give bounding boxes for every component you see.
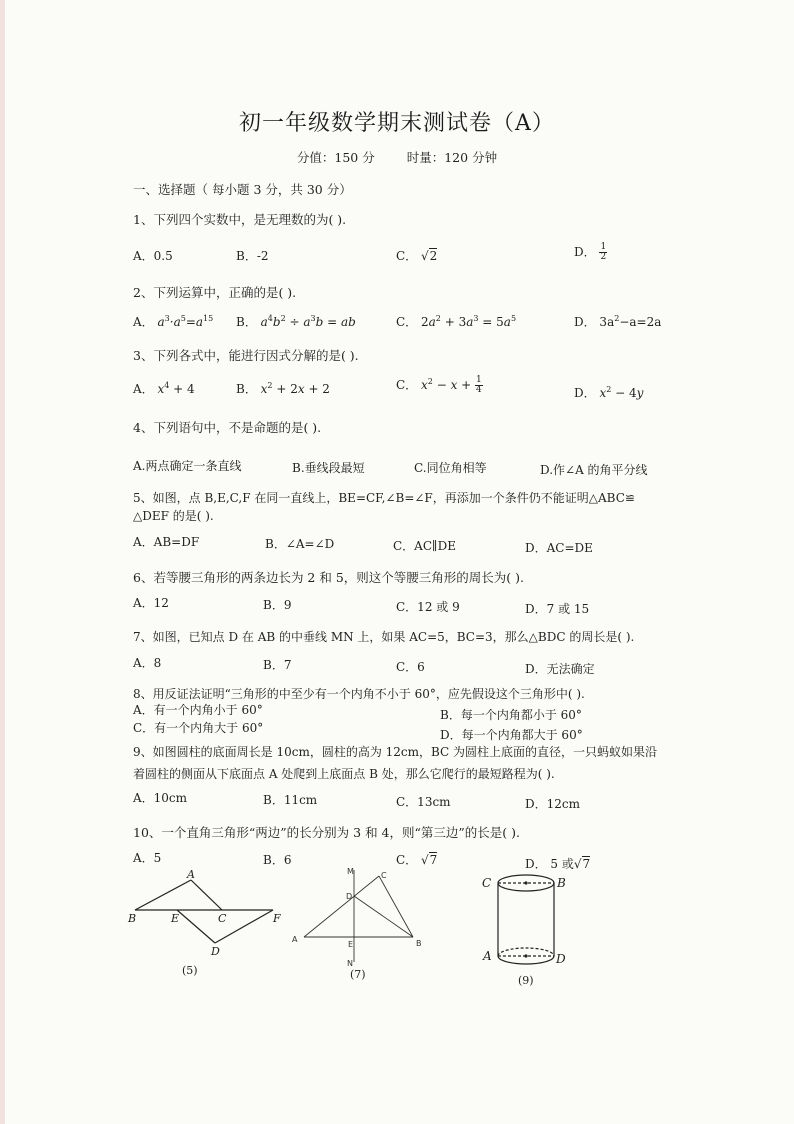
q10-option-a: A．5 — [133, 851, 162, 865]
q9-option-b: B．11cm — [263, 793, 318, 807]
question-6-stem: 6、若等腰三角形的两条边长为 2 和 5，则这个等腰三角形的周长为( ). — [133, 570, 524, 585]
figure-5-triangles — [125, 868, 285, 958]
fig5-label-a: A — [187, 868, 195, 881]
fig9-label-a: A — [483, 949, 492, 963]
q1-option-b: B．-2 — [236, 249, 269, 263]
fig7-label-b: B — [416, 939, 422, 948]
figure-5-caption: (5) — [182, 964, 198, 977]
fig7-label-e: E — [348, 940, 354, 949]
q3-option-d: D． $x^2 - 4y$ — [574, 385, 644, 400]
paper-edge — [0, 0, 5, 1124]
q10-option-b: B．6 — [263, 853, 292, 867]
fig7-label-m: M — [347, 867, 354, 876]
q2-option-a: A． $a^3\cdot a^5=a^{15}$ — [133, 314, 214, 329]
fig9-label-c: C — [482, 876, 492, 890]
q7-option-d: D．无法确定 — [525, 662, 595, 676]
time-info: 时量：120 分钟 — [406, 150, 498, 165]
figure-9-caption: (9) — [518, 974, 534, 987]
q10-option-d: D． 5 或√7 — [525, 857, 591, 871]
q2-option-b: B． $a^4b^2 \div a^3b$ = ab — [236, 314, 356, 329]
q4-option-a: A.两点确定一条直线 — [133, 459, 242, 473]
fig9-label-d: D — [556, 952, 566, 966]
question-2-stem: 2、下列运算中，正确的是( ). — [133, 285, 297, 300]
fig5-label-c: C — [218, 912, 227, 925]
figure-7-caption: (7) — [350, 968, 366, 981]
q1-option-a: A．0.5 — [133, 249, 173, 263]
q6-option-b: B．9 — [263, 598, 292, 612]
q8-option-d: D．每一个内角都大于 60° — [440, 728, 583, 742]
question-5-stem: 5、如图，点 B,E,C,F 在同一直线上，BE=CF,∠B=∠F，再添加一个条件仍不能证明△ABC≌ — [133, 491, 635, 505]
page-title: 初一年级数学期末测试卷（A） — [239, 111, 555, 136]
q4-option-b: B.垂线段最短 — [292, 461, 365, 475]
q8-option-b: B．每一个内角都小于 60° — [440, 708, 582, 722]
q5-option-b: B．∠A=∠D — [265, 537, 335, 551]
q7-option-c: C．6 — [396, 660, 425, 674]
q10-option-c: C． √7 — [396, 853, 438, 867]
score-info: 分值：150 分 — [296, 150, 375, 165]
q7-option-b: B．7 — [263, 658, 292, 672]
fig5-label-d: D — [211, 945, 220, 958]
q4-option-d: D.作∠A 的角平分线 — [540, 463, 648, 477]
q5-option-d: D．AC=DE — [525, 541, 593, 555]
q8-option-c: C．有一个内角大于 60° — [133, 721, 264, 735]
q5-option-c: C．AC∥DE — [393, 539, 456, 553]
q3-option-a: A． $x^4 + 4$ — [133, 381, 195, 396]
question-9-stem-cont: 着圆柱的侧面从下底面点 A 处爬到上底面点 B 处，那么它爬行的最短路程为( ). — [133, 767, 555, 781]
q4-option-c: C.同位角相等 — [414, 461, 487, 475]
exam-meta — [0, 148, 794, 166]
q5-option-a: A．AB=DF — [133, 535, 200, 549]
question-7-stem: 7、如图，已知点 D 在 AB 的中垂线 MN 上，如果 AC=5，BC=3，那么△BDC 的周长是( ). — [133, 630, 635, 644]
fig9-label-b: B — [557, 876, 566, 890]
fig5-label-f: F — [273, 912, 281, 925]
fig7-label-n: N — [347, 959, 353, 968]
question-9-stem: 9、如图圆柱的底面周长是 10cm，圆柱的高为 12cm，BC 为圆柱上底面的直径，一只蚂蚁如果沿 — [133, 745, 658, 759]
q7-option-a: A．8 — [133, 656, 162, 670]
q9-option-a: A．10cm — [133, 791, 188, 805]
q1-option-c: C． √2 — [396, 249, 438, 263]
question-10-stem: 10、一个直角三角形“两边”的长分别为 3 和 4，则“第三边”的长是( ). — [133, 825, 520, 840]
section-heading: 一、选择题（ 每小题 3 分，共 30 分） — [133, 182, 352, 197]
q6-option-c: C．12 或 9 — [396, 600, 460, 614]
figure-7-perpendicular-bisector — [288, 862, 428, 970]
question-8-stem: 8、用反证法证明“三角形的中至少有一个内角不小于 60°，应先假设这个三角形中( ). — [133, 687, 585, 701]
q3-option-b: B． $x^2 + 2x + 2$ — [236, 381, 330, 396]
question-3-stem: 3、下列各式中，能进行因式分解的是( ). — [133, 348, 359, 363]
fig7-label-a: A — [292, 935, 298, 944]
q2-option-c: C． $2a^2 + 3a^3 = 5a^5$ — [396, 314, 517, 329]
fig5-label-b: B — [128, 912, 137, 925]
q6-option-a: A．12 — [133, 596, 169, 610]
q1-option-d: D． $\frac{1}{2}$ — [574, 242, 607, 262]
figure-9-cylinder — [476, 866, 576, 976]
q8-option-a: A．有一个内角小于 60° — [133, 703, 263, 717]
q9-option-c: C．13cm — [396, 795, 451, 809]
q2-option-d: D． $3a^2-a=2a$ — [574, 314, 662, 329]
fig5-label-e: E — [171, 912, 180, 925]
fig7-label-c: C — [381, 871, 387, 880]
q9-option-d: D．12cm — [525, 797, 580, 811]
question-1-stem: 1、下列四个实数中，是无理数的为( ). — [133, 212, 347, 227]
question-4-stem: 4、下列语句中，不是命题的是( ). — [133, 420, 322, 435]
fig7-label-d: D — [346, 892, 353, 901]
q3-option-c: C． $x^2 - x$ + $\frac{1}{4}$ — [396, 375, 482, 395]
q6-option-d: D．7 或 15 — [525, 602, 590, 616]
question-5-stem-cont: △DEF 的是( ). — [133, 509, 214, 523]
